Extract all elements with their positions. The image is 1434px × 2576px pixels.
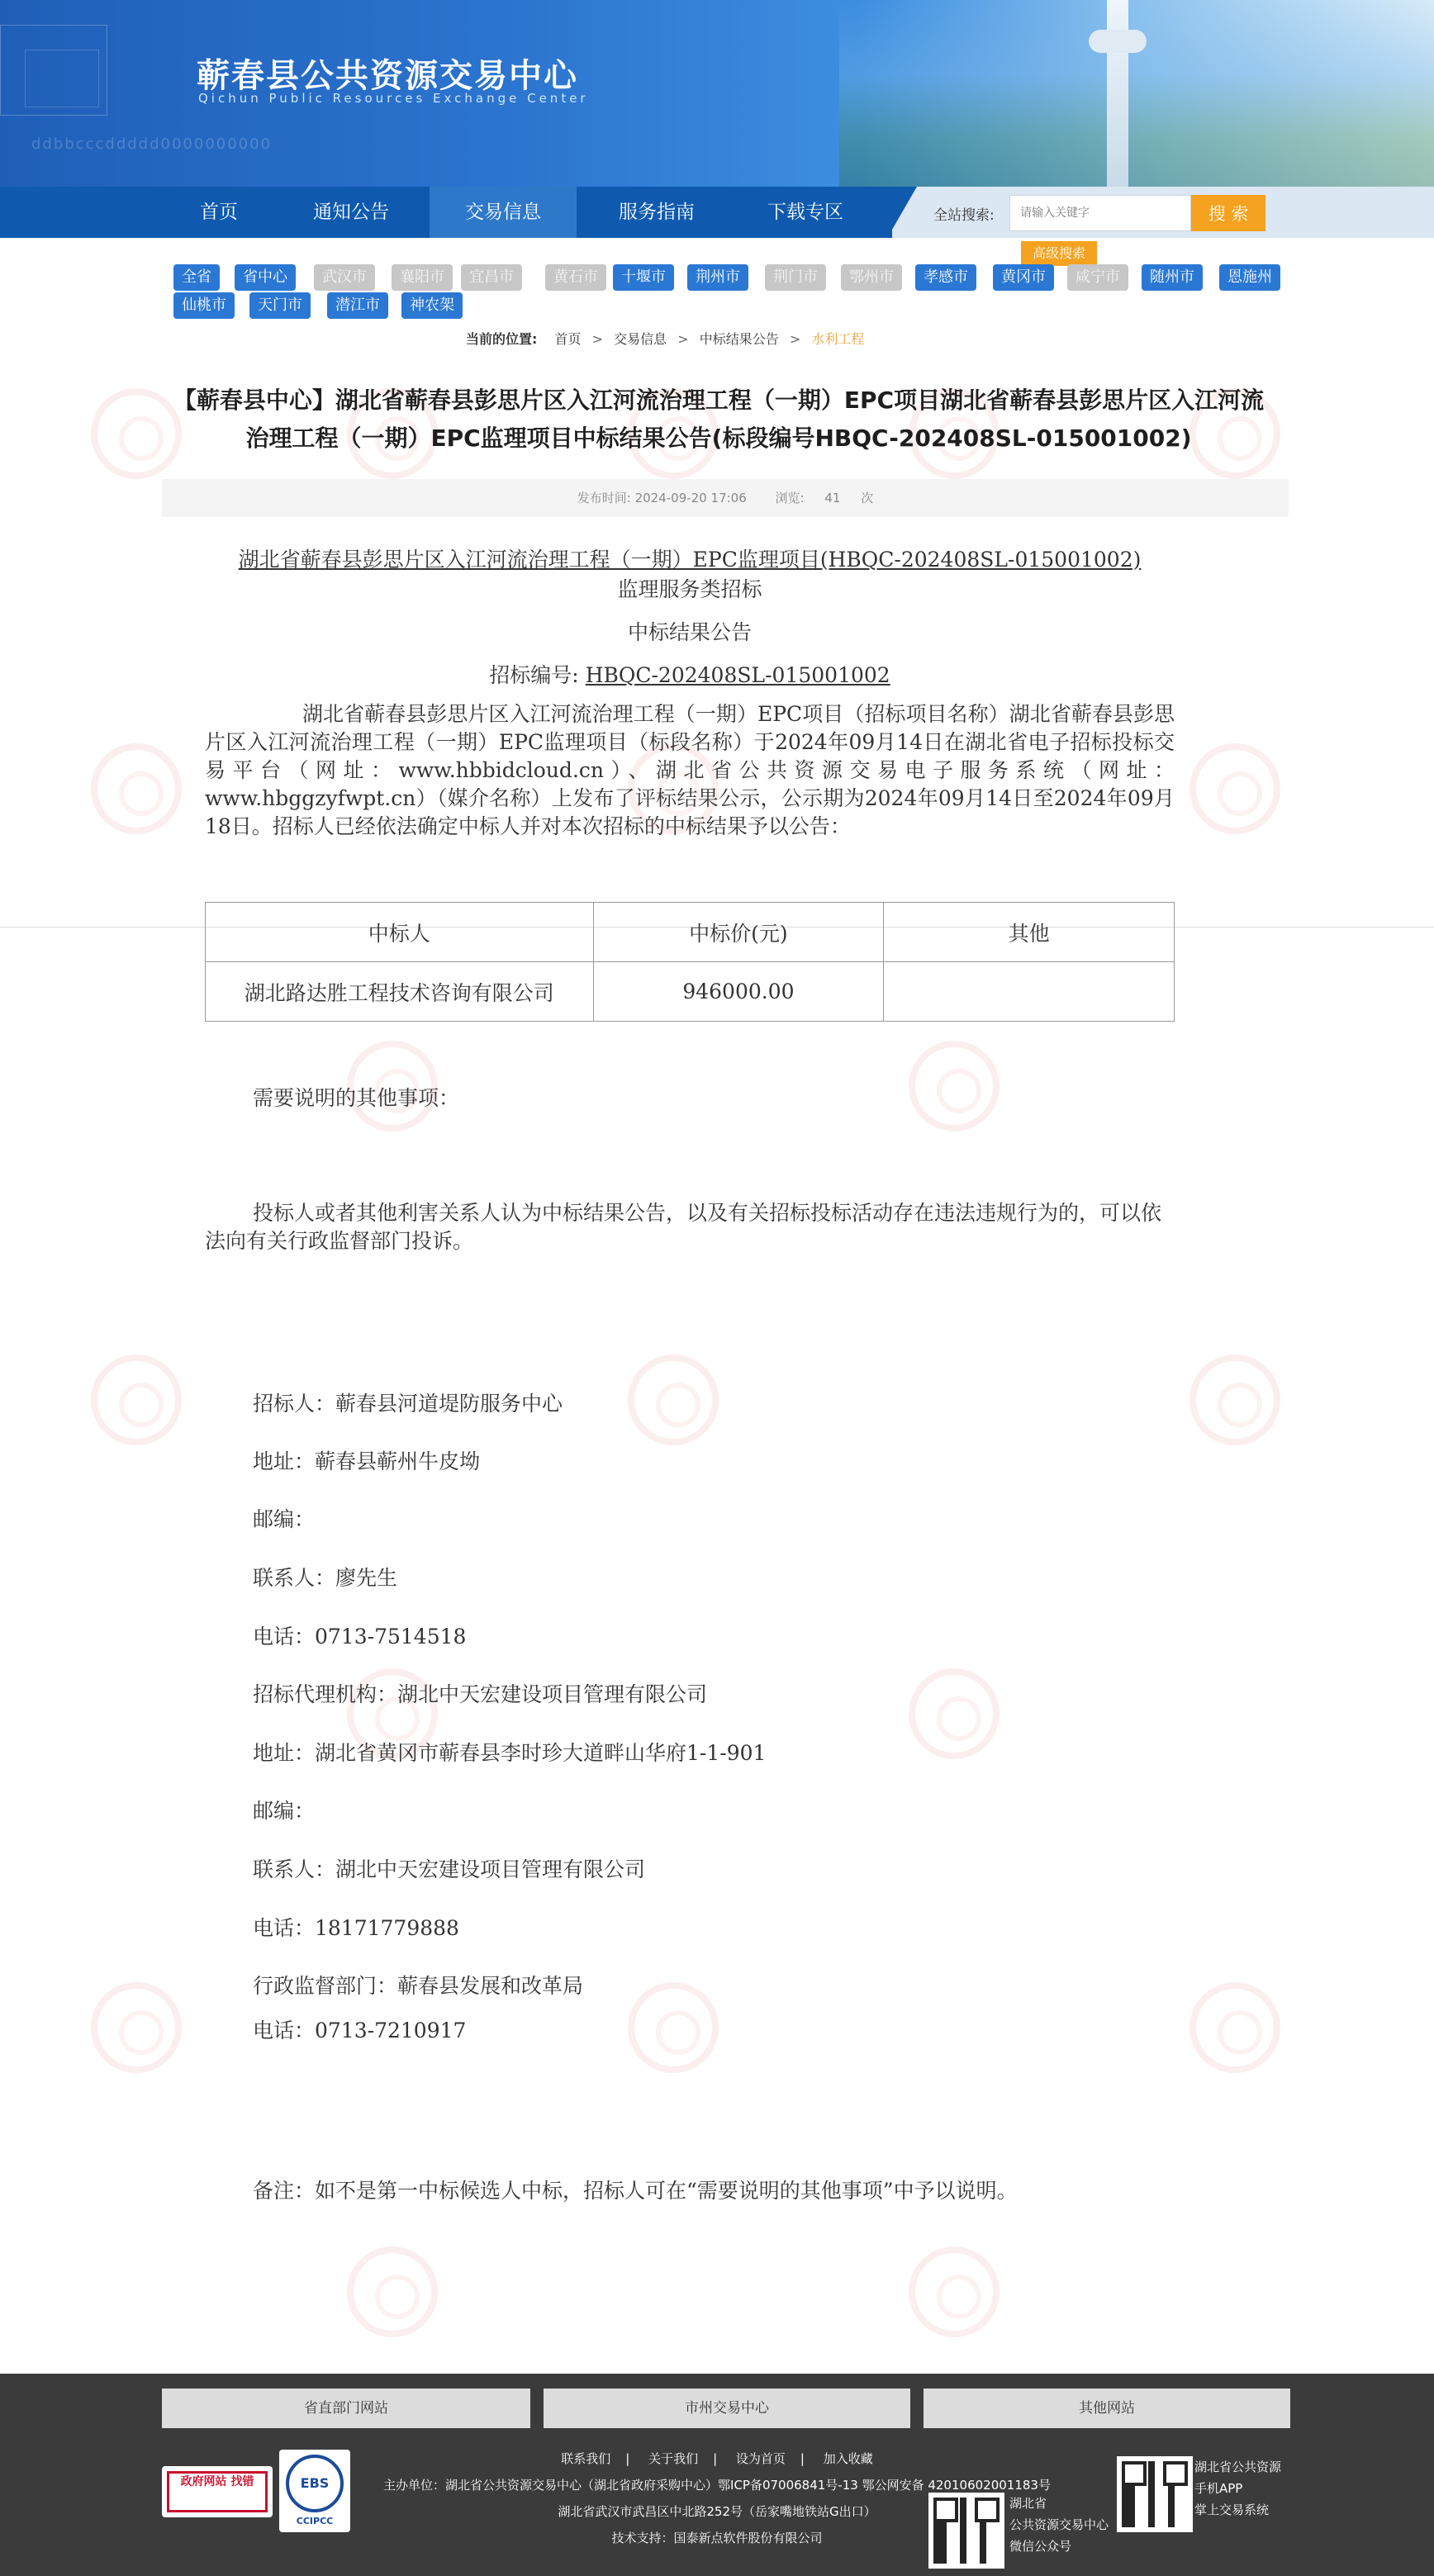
region-tag[interactable]: 宜昌市: [461, 264, 522, 291]
app-label-line: 手机APP: [1194, 2481, 1243, 2496]
ebs-badge[interactable]: [279, 2450, 350, 2532]
region-tag[interactable]: 潜江市: [327, 292, 388, 319]
contact-line: 地址：蕲春县蕲州牛皮坳: [253, 1449, 481, 1473]
nav-item-trade-info[interactable]: 交易信息: [430, 187, 577, 238]
banner-cityscape: [839, 0, 1434, 187]
watermark-seal: [1189, 1354, 1280, 1445]
search-input[interactable]: [1009, 195, 1191, 231]
contact-line: 电话：0713-7514518: [253, 1625, 467, 1649]
views-label: 浏览:: [775, 491, 805, 505]
banner-decoration: [25, 50, 99, 107]
breadcrumb-item[interactable]: 交易信息: [614, 331, 667, 347]
contact-line: 招标人：蕲春县河道堤防服务中心: [253, 1392, 563, 1416]
footer-link-favorite[interactable]: 加入收藏: [823, 2451, 873, 2466]
contact-line: 地址：湖北省黄冈市蕲春县李时珍大道畔山华府1-1-901: [253, 1741, 767, 1765]
breadcrumb-sep: >: [591, 331, 604, 347]
app-label-line: 掌上交易系统: [1194, 2502, 1270, 2517]
bid-number-value: HBQC-202408SL-015001002: [585, 663, 890, 687]
region-tag[interactable]: 随州市: [1142, 264, 1203, 291]
app-label-line: 湖北省公共资源: [1194, 2460, 1282, 2474]
nav-item-notice[interactable]: 通知公告: [313, 202, 389, 223]
region-tag[interactable]: 孝感市: [915, 264, 976, 291]
search-button[interactable]: 搜 索: [1191, 195, 1265, 231]
breadcrumb: [466, 329, 864, 348]
doc-heading: [205, 545, 1175, 690]
region-tag[interactable]: 天门市: [249, 292, 311, 319]
table-header: 中标价(元): [593, 903, 884, 962]
contact-line: 行政监督部门：蕲春县发展和改革局: [253, 1974, 584, 1998]
region-tag[interactable]: 全省: [173, 264, 220, 291]
watermark-seal: [628, 1354, 719, 1445]
gov-error-badge[interactable]: [162, 2466, 273, 2517]
wechat-label-line: 湖北省: [1009, 2496, 1047, 2511]
region-tag[interactable]: 恩施州: [1219, 264, 1280, 291]
app-qr-code: [1117, 2456, 1193, 2532]
table-cell: 946000.00: [593, 962, 884, 1022]
breadcrumb-label: 当前的位置:: [466, 331, 538, 347]
table-cell: [884, 962, 1175, 1022]
contact-line: 邮编：: [253, 1799, 316, 1823]
views-unit: 次: [861, 491, 874, 505]
region-tag[interactable]: 襄阳市: [392, 264, 453, 291]
doc-title-line2: 监理服务类招标: [617, 577, 762, 601]
contact-line: 联系人：湖北中天宏建设项目管理有限公司: [253, 1857, 646, 1881]
region-tag[interactable]: 黄冈市: [993, 264, 1054, 291]
watermark-seal: [91, 1982, 182, 2073]
banner-faint-text: ddbbcccddddd0000000000: [31, 135, 273, 153]
header-banner: [0, 0, 1434, 187]
footer: [0, 2374, 1434, 2576]
wechat-label: [1009, 2493, 1109, 2557]
footer-tab-other[interactable]: 其他网站: [924, 2389, 1290, 2428]
ebs-badge-logo: EBS: [286, 2455, 344, 2512]
doc-title-line3: 中标结果公告: [627, 620, 752, 644]
region-tag[interactable]: 十堰市: [613, 264, 674, 291]
region-tag[interactable]: 武汉市: [314, 264, 375, 291]
wechat-label-line: 公共资源交易中心: [1009, 2517, 1109, 2532]
complaint-text: 投标人或者其他利害关系人认为中标结果公告，以及有关招标投标活动存在违法违规行为的，可以依法向有关行政监督部门投诉。: [205, 1201, 1162, 1253]
contact-line: 电话：0713-7210917: [253, 2019, 467, 2042]
table-header: 其他: [884, 903, 1175, 962]
footer-tech-support: 技术支持：国泰新点软件股份有限公司: [611, 2531, 823, 2545]
region-tag[interactable]: 仙桃市: [173, 292, 235, 319]
table-row: [206, 962, 1175, 1022]
footer-link-homepage[interactable]: 设为首页: [735, 2451, 786, 2466]
breadcrumb-current[interactable]: 水利工程: [811, 331, 865, 347]
watermark-seal: [1189, 743, 1280, 834]
remark-text: 备注：如不是第一中标候选人中标，招标人可在“需要说明的其他事项”中予以说明。: [253, 2179, 1018, 2203]
watermark-seal: [909, 1041, 1000, 1131]
footer-tab-provincial[interactable]: 省直部门网站: [162, 2389, 530, 2428]
watermark-seal: [628, 1982, 719, 2073]
article-meta: [162, 479, 1289, 517]
footer-tab-city[interactable]: 市州交易中心: [544, 2389, 910, 2428]
wechat-qr-code: [928, 2493, 1004, 2569]
watermark-seal: [909, 1668, 1000, 1759]
banner-tower: [1107, 0, 1128, 187]
footer-link-about[interactable]: 关于我们: [648, 2451, 699, 2466]
watermark-seal: [91, 743, 182, 834]
table-cell: 湖北路达胜工程技术咨询有限公司: [206, 962, 594, 1022]
contact-line: 邮编：: [253, 1507, 316, 1531]
footer-link-contact[interactable]: 联系我们: [561, 2451, 611, 2466]
watermark-seal: [91, 1354, 182, 1445]
footer-address: 湖北省武汉市武昌区中北路252号（岳家嘴地铁站G出口）: [558, 2504, 876, 2519]
region-tag[interactable]: 黄石市: [545, 264, 606, 291]
breadcrumb-item[interactable]: 中标结果公告: [699, 331, 779, 347]
bid-number: [205, 661, 1175, 690]
region-tag[interactable]: 神农架: [401, 292, 463, 319]
publish-label: 发布时间:: [577, 491, 631, 505]
breadcrumb-sep: >: [789, 331, 801, 347]
page-title: 【蕲春县中心】湖北省蕲春县彭思片区入江河流治理工程（一期）EPC项目湖北省蕲春县彭思片区入江河流治理工程（一期）EPC监理项目中标结果公告(标段编号HBQC-202408SL-015001002): [173, 387, 1265, 452]
banner-tower-cap: [1089, 30, 1147, 53]
breadcrumb-item[interactable]: 首页: [554, 331, 582, 347]
bid-number-label: 招标编号:: [489, 663, 579, 687]
wechat-label-line: 微信公众号: [1009, 2539, 1072, 2554]
doc-title-line1: 湖北省蕲春县彭思片区入江河流治理工程（一期）EPC监理项目(HBQC-202408SL-015001002): [238, 548, 1142, 572]
site-subtitle: Qichun Public Resources Exchange Center: [198, 91, 589, 106]
contact-line: 招标代理机构：湖北中天宏建设项目管理有限公司: [253, 1682, 708, 1706]
region-tag[interactable]: 省中心: [235, 264, 296, 291]
region-tag[interactable]: 鄂州市: [841, 264, 902, 291]
publish-time: 2024-09-20 17:06: [634, 491, 747, 505]
watermark-seal: [347, 2246, 438, 2337]
other-matters: 需要说明的其他事项：: [253, 1086, 460, 1110]
ebs-badge-label: CCIPCC: [296, 2516, 334, 2526]
region-tag[interactable]: 荆门市: [765, 264, 826, 291]
footer-links: 联系我们 | 关于我们 | 设为首页 | 加入收藏: [561, 2451, 873, 2466]
contact-line: 电话：18171779888: [253, 1916, 459, 1940]
body-paragraph: 湖北省蕲春县彭思片区入江河流治理工程（一期）EPC项目（招标项目名称）湖北省蕲春县彭思片区入江河流治理工程（一期）EPC监理项目（标段名称）于2024年09月14日在湖北省电子招标投标交易平台（网址：www.hbbidcloud.cn）、湖北省公共资源交易电子服务系统（网址：www.hbggzyfwpt.cn）（媒介名称）上发布了评标结果公示，公示期为2024年09月14日至2024年09月18日。招标人已经依法确定中标人并对本次招标的中标结果予以公告：: [205, 702, 1175, 838]
contact-line: 联系人：廖先生: [253, 1566, 398, 1590]
footer-sponsor: 主办单位：湖北省公共资源交易中心（湖北省政府采购中心）鄂ICP备07006841号-13 鄂公网安备 42010602001183号: [383, 2478, 1051, 2493]
views-count: 41: [824, 491, 841, 505]
site-title[interactable]: 蕲春县公共资源交易中心: [197, 57, 578, 95]
app-label: [1194, 2456, 1281, 2521]
watermark-seal: [909, 2246, 1000, 2337]
nav-item-home[interactable]: 首页: [200, 202, 238, 223]
region-tag[interactable]: 咸宁市: [1067, 264, 1128, 291]
advanced-search-button[interactable]: 高级搜索: [1021, 241, 1097, 266]
table-header: 中标人: [206, 903, 594, 962]
breadcrumb-sep: >: [677, 331, 689, 347]
watermark-seal: [1189, 1982, 1280, 2073]
nav-item-service-guide[interactable]: 服务指南: [619, 202, 695, 223]
nav-item-download[interactable]: 下载专区: [767, 202, 843, 223]
article-content: [205, 545, 1175, 841]
gov-error-badge-label: 政府网站 找错: [167, 2471, 268, 2512]
region-tag[interactable]: 荆州市: [687, 264, 748, 291]
result-table: [205, 902, 1175, 1022]
main-nav: [0, 187, 1434, 238]
table-header-row: [206, 903, 1175, 962]
search-label: 全站搜索:: [933, 207, 995, 224]
